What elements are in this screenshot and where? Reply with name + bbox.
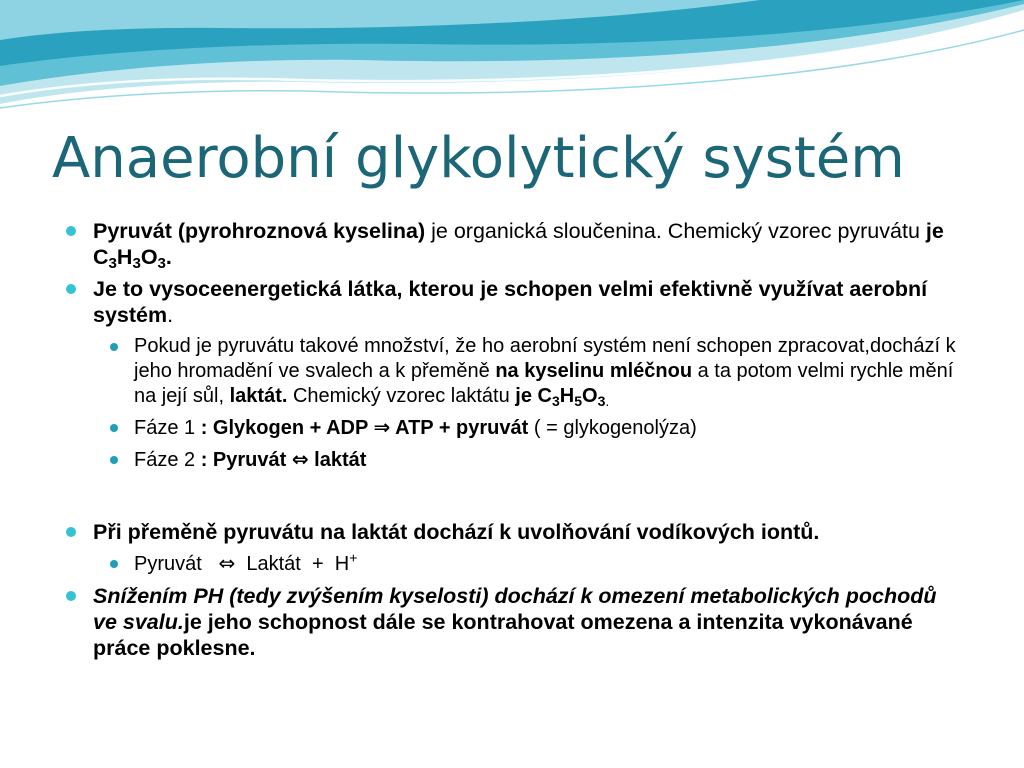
pyruvate-term: Pyruvát (pyrohroznová kyselina) — [93, 219, 426, 243]
lactic-acid-term: na kyselinu mléčnou — [495, 360, 693, 382]
subbullet-lactic-acid — [64, 334, 964, 409]
ph-reduction-text: je jeho schopnost dále se kontrahovat omezena a intenzita vykonávané práce poklesne. — [93, 610, 913, 660]
text-span: Laktát + H — [235, 553, 350, 575]
charge-superscript: + — [349, 549, 358, 566]
text-span: je organická sloučenina. Chemický vzorec pyruvátu — [425, 219, 926, 243]
lactate-formula: je $C_3H_5O_3$ — [515, 385, 606, 409]
bullet-ph-reduction — [64, 583, 964, 661]
formula-period: . — [605, 392, 610, 409]
high-energy-text: Je to vysoceenergetická látka, kterou je schopen velmi efektivně využívat aerobní systém — [93, 277, 928, 327]
bullet-dot-icon — [110, 424, 118, 432]
double-arrow-icon: ⇔ — [291, 447, 309, 471]
subbullet-phase-1 — [64, 415, 964, 441]
bullet-high-energy — [64, 276, 964, 328]
bullet-dot-icon — [66, 284, 76, 294]
subbullet-pyruvate-lactate — [64, 551, 964, 577]
text-span: a ta potom velmi rychle mění na její sůl, — [134, 360, 954, 407]
right-arrow-icon: ⇒ — [373, 415, 391, 439]
bullet-dot-icon — [66, 226, 76, 236]
bullet-dot-icon — [110, 560, 118, 568]
text-span: Pokud je pyruvátu takové množství, že ho aerobní systém není schopen zpracovat,dochází k jeho hromadění ve svalech a k přeměně — [134, 335, 956, 382]
text-span: Pyruvát — [134, 553, 219, 575]
text-span: ( = glykogenolýza) — [528, 417, 697, 439]
slide-title: Anaerobní glykolytický systém — [52, 126, 905, 191]
text-span: Fáze 2 — [134, 449, 201, 471]
hydrogen-ions-text: Při přeměně pyruvátu na laktát dochází k uvolňování vodíkových iontů. — [93, 520, 820, 544]
spacer — [64, 479, 964, 519]
pyruvate-formula: je $C_3H_3O_3$. — [93, 219, 944, 273]
ph-reduction-italic: Snížením PH (tedy zvýšením kyselosti) dochází k omezení metabolických pochodů ve svalu. — [93, 584, 937, 634]
double-arrow-icon: ⇔ — [218, 551, 236, 575]
phase-2-reaction: : Pyruvát ⇔ laktát — [200, 447, 367, 471]
bullet-hydrogen-ions — [64, 519, 964, 545]
text-span: . — [167, 303, 174, 327]
bullet-pyruvate-definition — [64, 218, 964, 273]
bullet-dot-icon — [110, 456, 118, 464]
header-wave-decoration — [0, 0, 1024, 120]
text-span: Chemický vzorec laktátu — [287, 385, 516, 407]
bullet-list — [64, 218, 964, 667]
bullet-dot-icon — [66, 527, 76, 537]
text-span: Fáze 1 — [134, 417, 201, 439]
lactate-term: laktát. — [229, 385, 288, 407]
phase-1-reaction: : Glykogen + ADP ⇒ ATP + pyruvát — [200, 415, 529, 439]
subbullet-phase-2 — [64, 447, 964, 473]
bullet-dot-icon — [66, 591, 76, 601]
bullet-dot-icon — [110, 343, 118, 351]
